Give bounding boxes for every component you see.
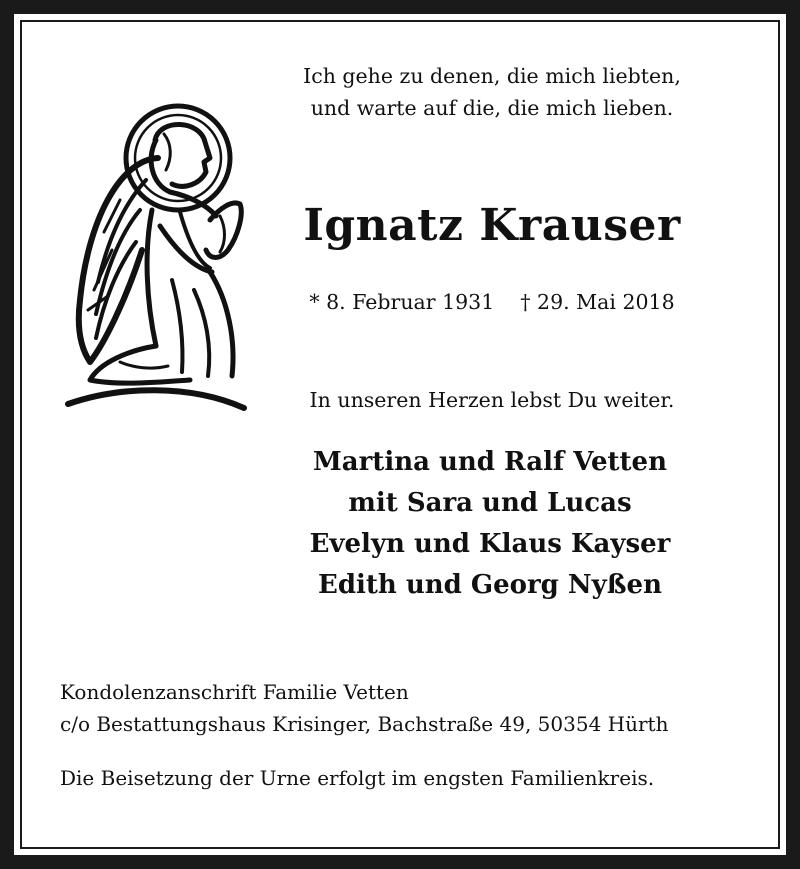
death-date: † 29. Mai 2018	[520, 290, 675, 314]
farewell-line: In unseren Herzen lebst Du weiter.	[309, 388, 675, 412]
deceased-name: Ignatz Krauser	[303, 200, 681, 251]
burial-note: Die Beisetzung der Urne erfolgt im engsten Familienkreis.	[60, 766, 655, 790]
praying-angel-icon	[60, 100, 250, 430]
memorial-motto	[262, 60, 722, 124]
birth-date: * 8. Februar 1931	[309, 290, 495, 314]
mourner-line: Martina und Ralf Vetten	[312, 447, 667, 477]
mourners-list	[230, 442, 750, 606]
condolence-line: Kondolenzanschrift Familie Vetten	[60, 680, 409, 704]
mourner-line: mit Sara und Lucas	[348, 488, 632, 518]
condolence-address	[60, 676, 760, 740]
condolence-line: c/o Bestattungshaus Krisinger, Bachstraße 49, 50354 Hürth	[60, 712, 669, 736]
mourner-line: Edith und Georg Nyßen	[318, 570, 662, 600]
motto-line: und warte auf die, die mich lieben.	[310, 96, 674, 120]
life-dates	[262, 290, 722, 314]
mourner-line: Evelyn und Klaus Kayser	[309, 529, 671, 559]
motto-line: Ich gehe zu denen, die mich liebten,	[303, 64, 681, 88]
